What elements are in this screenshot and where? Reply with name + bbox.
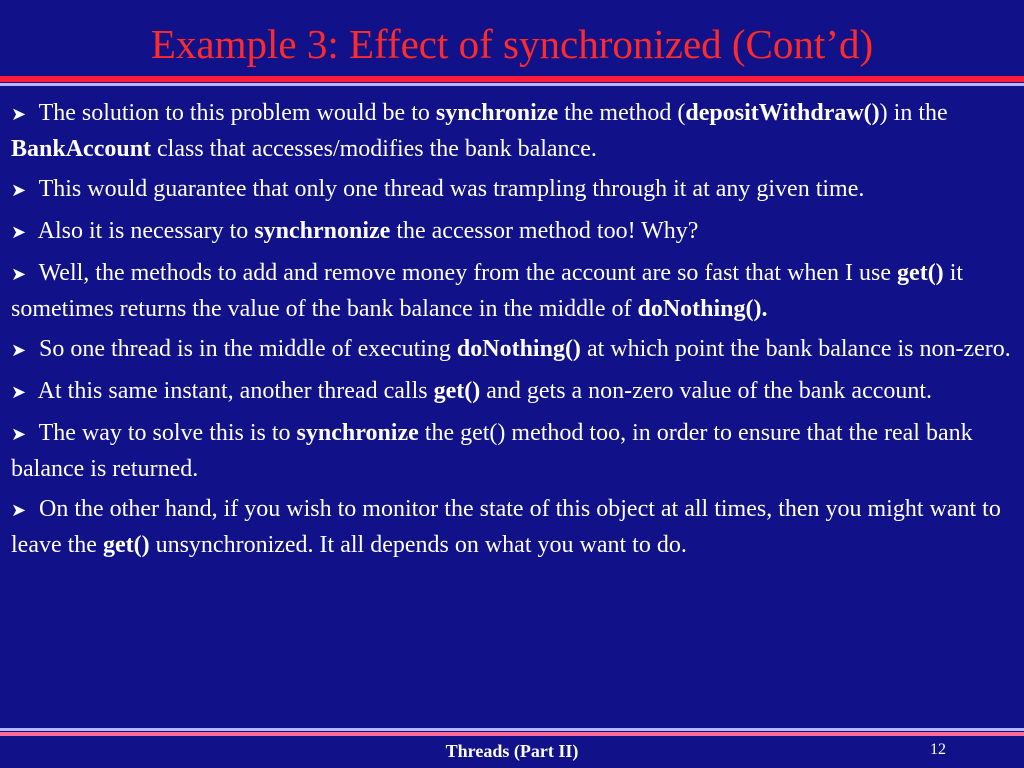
bullet-text: ) in the [879,100,948,126]
bullet-text: This would guarantee that only one thread was trampling through it at any given time. [33,176,865,202]
bullet-arrow-icon: ➤ [11,222,27,243]
bullet-list [11,96,1017,568]
bullet-bold-text: get() [102,532,150,558]
bullet-bold-text: get() [897,260,944,286]
bullet-bold-text: doNothing(). [637,296,768,322]
bullet-arrow-icon: ➤ [11,180,27,201]
bullet-item [11,374,1017,410]
bullet-item [11,332,1017,368]
bullet-text: unsynchronized. It all depends on what you want to do. [149,532,687,558]
bullet-bold-text: BankAccount [11,136,152,162]
bullet-bold-text: synchronize [435,100,559,126]
bullet-text: the accessor method too! Why? [390,218,699,244]
bullet-text: On the other hand, if you wish to monitor the state of this object at all times, then you might want to leave the [11,496,1001,558]
title-divider [0,76,1024,86]
bullet-item [11,492,1017,562]
bullet-text: Also it is necessary to [33,218,255,244]
bullet-text: Well, the methods to add and remove money from the account are so fast that when I use [33,260,898,286]
bullet-bold-text: doNothing() [456,336,581,362]
bullet-bold-text: get() [433,378,481,404]
bullet-arrow-icon: ➤ [11,340,27,361]
bullet-bold-text: synchrnonize [254,218,391,244]
bullet-text: and gets a non-zero value of the bank account. [480,378,933,404]
bullet-text: The way to solve this is to [33,420,297,446]
bullet-bold-text: synchronize [296,420,419,446]
page-number: 12 [930,741,946,758]
title-divider-red [0,76,1024,82]
bullet-text: it sometimes returns the value of the bank balance in the middle of [11,260,964,322]
footer-divider [0,728,1024,736]
bullet-arrow-icon: ➤ [11,424,27,445]
bullet-item [11,416,1017,486]
bullet-arrow-icon: ➤ [11,500,27,521]
bullet-text: At this same instant, another thread calls [33,378,434,404]
slide-footer: Threads (Part II) [445,741,579,761]
bullet-text: the get() method too, in order to ensure that the real bank balance is returned. [11,420,973,482]
bullet-text: class that accesses/modifies the bank balance. [151,136,597,162]
bullet-arrow-icon: ➤ [11,382,27,403]
bullet-item [11,172,1017,208]
bullet-item [11,214,1017,250]
slide-title: Example 3: Effect of synchronized (Cont’d) [150,21,874,67]
bullet-arrow-icon: ➤ [11,264,27,285]
bullet-item [11,256,1017,326]
bullet-text: So one thread is in the middle of executing [33,336,457,362]
bullet-text: The solution to this problem would be to [33,100,436,126]
footer-divider-light [0,728,1024,731]
bullet-text: at which point the bank balance is non-zero. [580,336,1011,362]
bullet-bold-text: depositWithdraw() [685,100,880,126]
title-divider-light [0,83,1024,86]
bullet-item [11,96,1017,166]
bullet-text: the method ( [558,100,686,126]
footer-divider-pink [0,732,1024,736]
bullet-arrow-icon: ➤ [11,104,27,125]
